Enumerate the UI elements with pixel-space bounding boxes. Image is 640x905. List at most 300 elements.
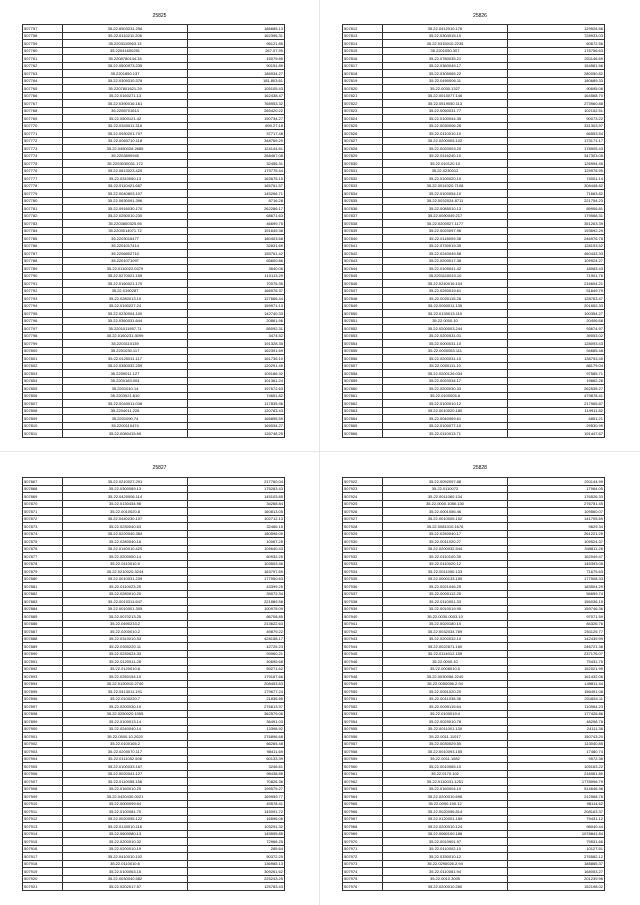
table-row xyxy=(23,250,285,258)
record-id-cell: 507833 xyxy=(343,182,383,190)
table-row xyxy=(23,362,285,370)
amount-cell: 156036.15 xyxy=(508,598,605,606)
table-row xyxy=(23,815,285,823)
record-id-cell: 507930 xyxy=(343,538,383,546)
amount-cell: 152198.02 xyxy=(508,883,605,891)
record-id-cell: 507900 xyxy=(23,725,63,733)
record-id-cell: 507845 xyxy=(343,272,383,280)
table-row xyxy=(343,665,605,673)
record-id-cell: 507920 xyxy=(23,875,63,883)
record-id-cell: 507794 xyxy=(23,302,63,310)
table-row xyxy=(23,347,285,355)
table-row xyxy=(23,860,285,868)
amount-cell: 98040.44 xyxy=(508,823,605,831)
table-row xyxy=(23,613,285,621)
amount-cell: 79531.66 xyxy=(508,838,605,846)
amount-cell: 201239.96 xyxy=(508,875,605,883)
amount-cell: 109924.27 xyxy=(508,257,605,265)
phone-number-cell: 35.22.010120.10 xyxy=(383,160,508,168)
amount-cell: 97585.71 xyxy=(508,370,605,378)
record-id-cell: 507949 xyxy=(343,680,383,688)
table-row xyxy=(23,508,285,516)
phone-number-cell: 35.22.0360031.644 xyxy=(63,317,188,325)
record-id-cell: 507918 xyxy=(23,860,63,868)
table-row xyxy=(343,415,605,423)
amount-cell: 128763.47 xyxy=(508,295,605,303)
phone-number-cell: 35.22.0010031.239 xyxy=(63,575,188,583)
records-table xyxy=(22,477,285,891)
record-id-cell: 507943 xyxy=(343,635,383,643)
phone-number-cell: 35.22.0200010.19 xyxy=(63,845,188,853)
table-row xyxy=(23,778,285,786)
table-row xyxy=(343,32,605,40)
record-id-cell: 507829 xyxy=(343,152,383,160)
table-row xyxy=(343,340,605,348)
amount-cell: 191447.67 xyxy=(508,430,605,438)
amount-cell: 136985.13 xyxy=(188,860,285,868)
table-row xyxy=(343,725,605,733)
record-id-cell: 507881 xyxy=(23,583,63,591)
phone-number-cell: 35.22.0111052.506 xyxy=(63,755,188,763)
record-id-cell: 507827 xyxy=(343,137,383,145)
record-id-cell: 507886 xyxy=(23,620,63,628)
record-id-cell: 507938 xyxy=(343,598,383,606)
record-id-cell: 507870 xyxy=(23,500,63,508)
table-row xyxy=(343,272,605,280)
phone-number-cell: 35.22.0020056.814 xyxy=(383,808,508,816)
table-row xyxy=(23,598,285,606)
phone-number-cell: 35.2201050.307 xyxy=(383,47,508,55)
table-row xyxy=(343,575,605,583)
table-row xyxy=(343,688,605,696)
table-row xyxy=(343,325,605,333)
phone-number-cell: 35.22.0200031.10 xyxy=(383,355,508,363)
table-row xyxy=(343,523,605,531)
record-id-cell: 507851 xyxy=(343,317,383,325)
amount-cell: 348769.29 xyxy=(188,137,285,145)
phone-number-cell: 35.22.0008010.5 xyxy=(383,665,508,673)
amount-cell: 39053.02 xyxy=(508,332,605,340)
amount-cell: 129976.99 xyxy=(508,167,605,175)
record-id-cell: 507802 xyxy=(23,362,63,370)
amount-cell: 163675.15 xyxy=(188,175,285,183)
table-row xyxy=(343,823,605,831)
amount-cell: 103291.32 xyxy=(188,823,285,831)
table-row xyxy=(23,145,285,153)
table-row xyxy=(23,853,285,861)
phone-number-cell: 35.22.0490233.2 xyxy=(63,620,188,628)
record-id-cell: 507963 xyxy=(343,785,383,793)
amount-cell: 221754.23 xyxy=(508,197,605,205)
amount-cell: 164568.70 xyxy=(508,92,605,100)
phone-number-cell: 35.22.0100013.14 xyxy=(63,718,188,726)
amount-cell: 109186.32 xyxy=(188,370,285,378)
page-sheet-4 xyxy=(320,452,640,905)
record-id-cell: 507788 xyxy=(23,257,63,265)
record-id-cell: 507865 xyxy=(343,422,383,430)
table-row xyxy=(23,823,285,831)
amount-cell: 191649.38 xyxy=(188,227,285,235)
table-row xyxy=(23,868,285,876)
record-id-cell: 507815 xyxy=(343,47,383,55)
phone-number-cell: 35.22.0022671.160 xyxy=(383,643,508,651)
phone-number-cell: 35.22.0029010.78 xyxy=(383,718,508,726)
record-id-cell: 507819 xyxy=(343,77,383,85)
phone-number-cell: 35.2200110474 xyxy=(63,422,188,430)
table-row xyxy=(23,242,285,250)
record-id-cell: 507796 xyxy=(23,317,63,325)
phone-number-cell: 35.2201071097 xyxy=(63,257,188,265)
record-id-cell: 507768 xyxy=(23,107,63,115)
table-row xyxy=(343,242,605,250)
amount-cell: 179167.66 xyxy=(188,673,285,681)
amount-cell: 36491.03 xyxy=(188,718,285,726)
amount-cell: 32456.31 xyxy=(188,160,285,168)
record-id-cell: 507889 xyxy=(23,643,63,651)
table-row xyxy=(23,77,285,85)
table-row xyxy=(343,598,605,606)
phone-number-cell: 35.22.0230004.100 xyxy=(63,310,188,318)
phone-number-cell: 35.22.0100054.10 xyxy=(383,190,508,198)
table-row xyxy=(343,280,605,288)
phone-number-cell: 35.2200183.004 xyxy=(63,377,188,385)
record-id-cell: 507828 xyxy=(343,145,383,153)
amount-cell: 161736.10 xyxy=(188,355,285,363)
amount-cell: 79431.12 xyxy=(508,815,605,823)
record-id-cell: 507816 xyxy=(343,55,383,63)
record-id-cell: 507846 xyxy=(343,280,383,288)
phone-number-cell: 35.22.0130434.96 xyxy=(63,500,188,508)
record-id-cell: 507932 xyxy=(343,553,383,561)
phone-number-cell: 35.2207801621.29 xyxy=(63,85,188,93)
table-row xyxy=(23,55,285,63)
table-row xyxy=(23,643,285,651)
record-id-cell: 507868 xyxy=(23,485,63,493)
amount-cell: 40699.68 xyxy=(188,658,285,666)
phone-number-cell: 35.22.0280010.20 xyxy=(63,590,188,598)
record-id-cell: 507929 xyxy=(343,530,383,538)
record-id-cell: 507940 xyxy=(343,613,383,621)
table-row xyxy=(23,725,285,733)
amount-cell: 9572.36 xyxy=(508,755,605,763)
amount-cell: 49879.22 xyxy=(188,628,285,636)
amount-cell: 98114.62 xyxy=(508,800,605,808)
record-id-cell: 507777 xyxy=(23,175,63,183)
record-id-cell: 507824 xyxy=(343,115,383,123)
record-id-cell: 507927 xyxy=(343,515,383,523)
phone-number-cell: 35.22.0600080.13 xyxy=(63,830,188,838)
phone-number-cell: 35.22.0230040.63 xyxy=(63,523,188,531)
amount-cell: 177908.33 xyxy=(508,575,605,583)
record-id-cell: 507765 xyxy=(23,85,63,93)
table-row xyxy=(23,733,285,741)
amount-cell: 60133.39 xyxy=(188,755,285,763)
record-id-cell: 507895 xyxy=(23,688,63,696)
table-row xyxy=(23,107,285,115)
record-id-cell: 507899 xyxy=(23,718,63,726)
phone-number-cell: 35.22.0200010.280 xyxy=(383,883,508,891)
table-row xyxy=(343,115,605,123)
phone-number-cell: 35.22.0613023.420 xyxy=(63,167,188,175)
amount-cell: 163797.69 xyxy=(188,568,285,576)
amount-cell: 160813.05 xyxy=(188,508,285,516)
amount-cell: 90151.89 xyxy=(188,62,285,70)
record-id-cell: 507890 xyxy=(23,650,63,658)
table-row xyxy=(343,545,605,553)
record-id-cell: 507947 xyxy=(343,665,383,673)
phone-number-cell: 35.22.0630091.396 xyxy=(63,197,188,205)
phone-number-cell: 35.22.0200003.244 xyxy=(383,325,508,333)
table-row xyxy=(343,55,605,63)
record-id-cell: 507871 xyxy=(23,508,63,516)
amount-cell: 6851.21 xyxy=(508,415,605,423)
record-id-cell: 507776 xyxy=(23,167,63,175)
table-row xyxy=(343,100,605,108)
phone-number-cell: 35.22.0030.1327 xyxy=(383,85,508,93)
amount-cell: 178905.43 xyxy=(508,145,605,153)
amount-cell: 103503.46 xyxy=(188,560,285,568)
record-id-cell: 507817 xyxy=(343,62,383,70)
amount-cell: 201146.69 xyxy=(508,55,605,63)
phone-number-cell: 35.22.0021046.25 xyxy=(383,583,508,591)
record-id-cell: 507841 xyxy=(343,242,383,250)
record-id-cell: 507884 xyxy=(23,605,63,613)
phone-number-cell: 35.22.0010001.305 xyxy=(63,605,188,613)
phone-number-cell: 35.2203890945 xyxy=(63,152,188,160)
record-id-cell: 507928 xyxy=(343,523,383,531)
phone-number-cell: 35.22.0013077.146 xyxy=(383,92,508,100)
record-id-cell: 507939 xyxy=(343,605,383,613)
table-row xyxy=(343,740,605,748)
phone-number-cell: 35.22.0120001.159 xyxy=(383,815,508,823)
record-id-cell: 507785 xyxy=(23,235,63,243)
table-row xyxy=(343,733,605,741)
amount-cell: 145091.72 xyxy=(188,808,285,816)
table-row xyxy=(23,377,285,385)
table-row xyxy=(23,160,285,168)
amount-cell: 124144.61 xyxy=(188,145,285,153)
table-row xyxy=(23,845,285,853)
phone-number-cell: 35.22.0200126.034 xyxy=(383,370,508,378)
amount-cell: 180596.09 xyxy=(188,530,285,538)
phone-number-cell: 35.22.0100010.12 xyxy=(383,400,508,408)
record-id-cell: 507958 xyxy=(343,748,383,756)
phone-number-cell: 35.22.0310010.53 xyxy=(63,635,188,643)
amount-cell: 188865.37 xyxy=(508,860,605,868)
amount-cell: 267.07.99 xyxy=(188,47,285,55)
table-row xyxy=(343,530,605,538)
record-id-cell: 507969 xyxy=(343,830,383,838)
amount-cell: 16596.06 xyxy=(188,815,285,823)
phone-number-cell: 35.2204011.226 xyxy=(63,407,188,415)
record-id-cell: 507804 xyxy=(23,377,63,385)
table-row xyxy=(343,107,605,115)
record-id-cell: 507934 xyxy=(343,568,383,576)
amount-cell: 221889.58 xyxy=(188,598,285,606)
phone-number-cell: 35.22.0220040.384 xyxy=(63,530,188,538)
phone-number-cell: 35.22.0200005.102 xyxy=(383,137,508,145)
amount-cell: 126748.25 xyxy=(188,430,285,438)
table-row xyxy=(343,583,605,591)
amount-cell: 150743.20 xyxy=(508,733,605,741)
table-row xyxy=(23,122,285,130)
record-id-cell: 507861 xyxy=(343,392,383,400)
table-row xyxy=(343,227,605,235)
amount-cell: 166976.37 xyxy=(188,287,285,295)
amount-cell: 212568.76 xyxy=(508,793,605,801)
amount-cell: 66553.54 xyxy=(508,130,605,138)
amount-cell: 19862.28 xyxy=(508,377,605,385)
table-row xyxy=(343,47,605,55)
phone-number-cell: 35.22.0010005.152 xyxy=(383,515,508,523)
record-id-cell: 507880 xyxy=(23,575,63,583)
record-id-cell: 507860 xyxy=(343,385,383,393)
record-id-cell: 507810 xyxy=(23,422,63,430)
amount-cell: 246721.38 xyxy=(508,643,605,651)
record-id-cell: 507787 xyxy=(23,250,63,258)
amount-cell: 68671.63 xyxy=(188,212,285,220)
phone-number-cell: 35.2201110010.10 xyxy=(383,272,508,280)
table-row xyxy=(23,40,285,48)
table-row xyxy=(343,302,605,310)
phone-number-cell: 35.22.0110055.156 xyxy=(63,778,188,786)
phone-number-cell: 35.22.0304015.10 xyxy=(383,32,508,40)
phone-number-cell: 35.22.0230024.33 xyxy=(63,650,188,658)
amount-cell: 186685.13 xyxy=(188,25,285,33)
amount-cell: 280050.82 xyxy=(508,70,605,78)
record-id-cell: 507786 xyxy=(23,242,63,250)
record-id-cell: 507798 xyxy=(23,332,63,340)
table-row xyxy=(343,287,605,295)
table-row xyxy=(23,280,285,288)
amount-cell: 142439.99 xyxy=(508,635,605,643)
amount-cell: 13398.92 xyxy=(188,725,285,733)
table-row xyxy=(23,583,285,591)
amount-cell: 24111.36 xyxy=(508,725,605,733)
amount-cell: 138753.45 xyxy=(508,355,605,363)
record-id-cell: 507848 xyxy=(343,295,383,303)
phone-number-cell: 35.22.0100044.35 xyxy=(383,115,508,123)
record-id-cell: 507887 xyxy=(23,628,63,636)
record-id-cell: 507853 xyxy=(343,332,383,340)
amount-cell: 70076.35 xyxy=(188,280,285,288)
phone-number-cell: 35.22.0200010.696 xyxy=(383,793,508,801)
amount-cell: 331303.97 xyxy=(508,122,605,130)
record-id-cell: 507791 xyxy=(23,280,63,288)
record-id-cell: 507970 xyxy=(343,838,383,846)
table-row xyxy=(343,500,605,508)
amount-cell: 159746.36 xyxy=(508,605,605,613)
amount-cell: 237176.07 xyxy=(508,650,605,658)
phone-number-cell: 35.22.0105041.42 xyxy=(383,265,508,273)
table-row xyxy=(23,770,285,778)
phone-number-cell: 35.22.0080415.69 xyxy=(63,430,188,438)
amount-cell: 159971.13 xyxy=(188,302,285,310)
table-row xyxy=(23,265,285,273)
table-row xyxy=(23,295,285,303)
table-row xyxy=(23,523,285,531)
amount-cell: 152021.99 xyxy=(508,665,605,673)
table-row xyxy=(23,478,285,486)
record-id-cell: 507772 xyxy=(23,137,63,145)
record-id-cell: 507905 xyxy=(23,763,63,771)
table-row xyxy=(343,85,605,93)
table-row xyxy=(23,485,285,493)
record-id-cell: 507896 xyxy=(23,695,63,703)
phone-number-cell: 35.22.0200031.01 xyxy=(383,332,508,340)
amount-cell: 156491.08 xyxy=(508,688,605,696)
amount-cell: 276613.97 xyxy=(188,703,285,711)
table-row xyxy=(23,665,285,673)
phone-number-cell: 35.22.0100081.70 xyxy=(63,808,188,816)
phone-number-cell: 35.2206802710 xyxy=(63,250,188,258)
record-id-cell: 507946 xyxy=(343,658,383,666)
phone-number-cell: 35.22.0030.0003.10 xyxy=(383,613,508,621)
amount-cell: 193692.29 xyxy=(508,227,605,235)
amount-cell: 100354.27 xyxy=(508,310,605,318)
phone-number-cell: 35.22.0100020.10 xyxy=(383,175,508,183)
amount-cell: 109560.07 xyxy=(508,508,605,516)
table-row xyxy=(343,635,605,643)
table-row xyxy=(343,658,605,666)
table-row xyxy=(343,868,605,876)
phone-number-cell: 35.22.0118009.38 xyxy=(383,235,508,243)
table-row xyxy=(23,553,285,561)
amount-cell: 93674.97 xyxy=(508,325,605,333)
phone-number-cell: 35.22.0280040.16 xyxy=(63,538,188,546)
page-sheet-2 xyxy=(320,0,640,452)
record-id-cell: 507919 xyxy=(23,868,63,876)
phone-number-cell: 35.22.0009119.64 xyxy=(383,703,508,711)
table-row xyxy=(343,778,605,786)
table-row xyxy=(343,212,605,220)
phone-number-cell: 35.2209011.127 xyxy=(63,370,188,378)
amount-cell: 60672.56 xyxy=(508,40,605,48)
record-id-cell: 507954 xyxy=(343,718,383,726)
record-id-cell: 507925 xyxy=(343,500,383,508)
phone-number-cell: 35.22.0092097.88 xyxy=(383,478,508,486)
phone-number-cell: 35.22.0120011.117 xyxy=(63,355,188,363)
table-row xyxy=(23,883,285,891)
record-id-cell: 507809 xyxy=(23,415,63,423)
record-id-cell: 507863 xyxy=(343,407,383,415)
table-row xyxy=(23,220,285,228)
amount-cell: 17480.74 xyxy=(508,748,605,756)
table-row xyxy=(343,860,605,868)
amount-cell: 208163.37 xyxy=(508,808,605,816)
table-row xyxy=(23,392,285,400)
amount-cell: 127666.44 xyxy=(188,295,285,303)
record-id-cell: 507915 xyxy=(23,838,63,846)
amount-cell: 105163.22 xyxy=(508,763,605,771)
amount-cell: 514646.38 xyxy=(508,785,605,793)
phone-number-cell: 35.22.0500121.42 xyxy=(63,115,188,123)
record-id-cell: 507910 xyxy=(23,800,63,808)
table-row xyxy=(343,553,605,561)
amount-cell: 129526.56 xyxy=(508,25,605,33)
table-row xyxy=(343,137,605,145)
record-id-cell: 507840 xyxy=(343,235,383,243)
record-id-cell: 507898 xyxy=(23,710,63,718)
table-row xyxy=(23,205,285,213)
amount-cell: 93960.21 xyxy=(188,650,285,658)
amount-cell: 176526.33 xyxy=(508,493,605,501)
amount-cell: 71675.63 xyxy=(508,568,605,576)
table-row xyxy=(23,310,285,318)
record-id-cell: 507960 xyxy=(343,763,383,771)
phone-number-cell: 35.22.0060710.118 xyxy=(63,137,188,145)
record-id-cell: 507784 xyxy=(23,227,63,235)
